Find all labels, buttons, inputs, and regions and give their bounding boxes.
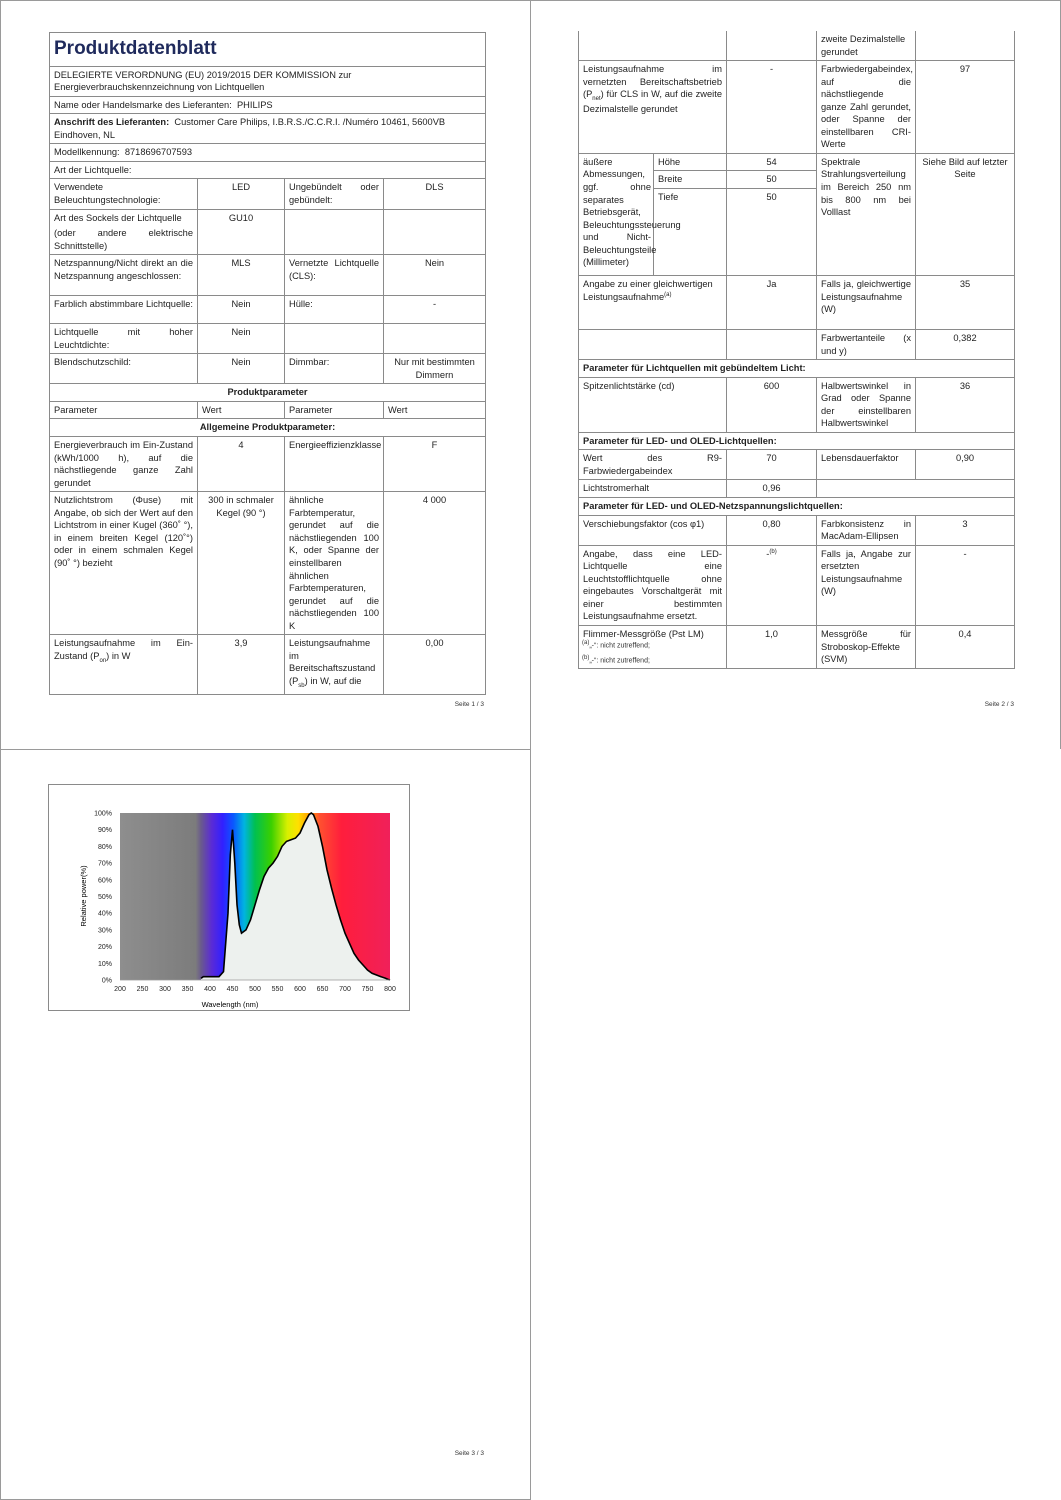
directional-params-header: Parameter für Lichtquellen mit gebündeltem Licht:	[579, 360, 1015, 378]
page-1-table-clip	[41, 21, 501, 689]
envelope-label: Hülle:	[285, 296, 384, 324]
spectral-label: Spektrale Strahlungsverteilung im Bereich 250 nm bis 800 nm bei Volllast	[817, 153, 916, 275]
supplier-name-value: PHILIPS	[236, 99, 273, 110]
x-tick-label: 550	[271, 986, 284, 993]
tech-value: LED	[198, 179, 285, 209]
y-tick-label: 70%	[97, 860, 112, 868]
power-standby-label: Leistungsaufnahme im Bereitschaftszustand $(P_{sb})$ in W, auf die	[285, 635, 384, 695]
lumen-maintenance-value: 0,96	[727, 480, 817, 498]
luminous-flux-label: Nutzlichtstrom (Φuse) mit Angabe, ob sich der Wert auf den Lichtstrom in einer Kugel (360˚ °), in einem breiten Kegel (120˚°) oder in einem schmalen Kegel (90˚ °) bezieht	[50, 492, 198, 635]
glare-label: Blendschutzschild:	[50, 354, 198, 384]
y-tick-label: 0%	[101, 977, 112, 985]
model-label: Modellkennung:	[54, 147, 120, 158]
y-tick-label: 10%	[97, 960, 112, 968]
spectral-chart-svg	[49, 785, 411, 1012]
y-tick-label: 20%	[97, 944, 112, 952]
footnote-b: $^{(b)}$„-“: nicht zutreffend;	[582, 655, 650, 665]
y-tick-label: 40%	[97, 910, 112, 918]
x-tick-label: 300	[159, 986, 171, 993]
dimmable-label: Dimmbar:	[285, 354, 384, 384]
supplier-address-value: Customer Care Philips, I.B.R.S./C.C.R.I. /Numéro 10461, 5600VB Eindhoven, NL	[54, 117, 446, 140]
x-tick-label: 650	[316, 986, 329, 993]
col-header-param-1: Parameter	[50, 401, 198, 419]
x-tick-label: 450	[226, 986, 239, 993]
general-params-header: Allgemeine Produktparameter:	[50, 419, 486, 437]
flicker-label: Flimmer-Messgröße (Pst LM)	[579, 625, 727, 668]
led-params-header: Parameter für LED- und OLED-Lichtquellen:	[579, 432, 1015, 450]
chromaticity-label: Farbwertanteile (x und y)	[817, 330, 916, 360]
dimension-name-height: Höhe	[654, 153, 727, 171]
product-table-page-1	[49, 32, 486, 695]
energy-class-label: Energieeffizienzklasse	[285, 437, 384, 492]
r9-value: 70	[727, 450, 817, 480]
survival-factor-value: 0,90	[916, 450, 1015, 480]
page-number-3: Seite 3 / 3	[454, 1450, 484, 1457]
y-tick-label: 60%	[97, 877, 112, 885]
x-tick-label: 500	[249, 986, 261, 993]
y-tick-label: 30%	[97, 927, 112, 935]
color-temperature-label: ähnliche Farbtemperatur, gerundet auf die nächstliegenden 100 K, oder Spanne der einstellbaren ähnlichen Farbtemperaturen, gerundet auf die nächstliegenden 100 K	[285, 492, 384, 635]
footnote-a: $^{(a)}$„-“: nicht zutreffend;	[582, 640, 650, 650]
y-tick-label: 90%	[97, 827, 112, 835]
page-title: Produktdatenblatt	[50, 33, 486, 67]
blank-page	[530, 749, 1061, 1500]
datasheet-page-1	[0, 0, 531, 750]
dimension-value-height: 54	[727, 153, 817, 171]
high-luminance-value: Nein	[198, 324, 285, 354]
flicker-value: 1,0	[727, 625, 817, 668]
peak-intensity-label: Spitzenlichtstärke (cd)	[579, 377, 727, 432]
energy-class-value: F	[384, 437, 486, 492]
x-tick-label: 600	[294, 986, 306, 993]
dimension-name-depth: Tiefe	[654, 189, 727, 276]
high-luminance-label: Lichtquelle mit hoher Leuchtdichte:	[50, 324, 198, 354]
x-tick-label: 200	[114, 986, 126, 993]
energy-consumption-value: 4	[198, 437, 285, 492]
y-tick-label: 100%	[94, 810, 112, 818]
equivalent-watt-value: 35	[916, 276, 1015, 330]
page-number-2: Seite 2 / 3	[984, 701, 1014, 708]
cls-label: Vernetzte Lichtquelle (CLS):	[285, 255, 384, 296]
macadam-value: 3	[916, 515, 1015, 545]
supplier-name-row	[50, 96, 486, 114]
spectral-chart	[48, 784, 410, 1011]
regulation-text: DELEGIERTE VERORDNUNG (EU) 2019/2015 DER KOMMISSION zur Energieverbrauchskennzeichnung von Lichtquellen	[50, 66, 486, 96]
dimension-value-depth: 50	[727, 189, 817, 276]
lumen-maintenance-label: Lichtstromerhalt	[579, 480, 727, 498]
survival-factor-label: Lebensdauerfaktor	[817, 450, 916, 480]
envelope-value: -	[384, 296, 486, 324]
displacement-factor-label: Verschiebungsfaktor (cos φ1)	[579, 515, 727, 545]
cri-label: Farbwiedergabeindex, auf die nächstliegende ganze Zahl gerundet, oder Spanne der einstellbaren CRI-Werte	[817, 61, 916, 154]
x-tick-label: 700	[339, 986, 351, 993]
peak-intensity-value: 600	[727, 377, 817, 432]
supplier-name-label: Name oder Handelsmarke des Lieferanten:	[54, 99, 232, 110]
macadam-label: Farbkonsistenz in MacAdam-Ellipsen	[817, 515, 916, 545]
equivalent-watt-label: Falls ja, gleichwertige Leistungsaufnahme (W)	[817, 276, 916, 330]
color-temperature-value: 4 000	[384, 492, 486, 635]
replacement-value: -$^{(b)}$	[727, 545, 817, 625]
energy-consumption-label: Energieverbrauch im Ein-Zustand (kWh/1000 h), auf die nächstliegende ganze Zahl gerundet	[50, 437, 198, 492]
col-header-param-2: Parameter	[285, 401, 384, 419]
model-row	[50, 144, 486, 162]
bundled-value: DLS	[384, 179, 486, 209]
x-tick-label: 800	[384, 986, 396, 993]
y-tick-label: 80%	[97, 843, 112, 851]
continued-text: zweite Dezimalstelle gerundet	[817, 31, 916, 61]
bundled-label: Ungebündelt oder gebündelt:	[285, 179, 384, 209]
x-tick-label: 250	[136, 986, 149, 993]
socket-sub-label: (oder andere elektrische Schnittstelle)	[54, 228, 193, 251]
chromaticity-value: 0,382	[916, 330, 1015, 360]
stroboscopic-label: Messgröße für Stroboskop-Effekte (SVM)	[817, 625, 916, 668]
col-header-value-1: Wert	[198, 401, 285, 419]
mains-led-params-header: Parameter für LED- und OLED-Netzspannungslichtquellen:	[579, 498, 1015, 516]
replacement-watt-label: Falls ja, Angabe zur ersetzten Leistungsaufnahme (W)	[817, 545, 916, 625]
socket-label: Art des Sockels der Lichtquelle	[54, 212, 182, 223]
color-tunable-label: Farblich abstimmbare Lichtquelle:	[50, 296, 198, 324]
replacement-label: Angabe, dass eine LED-Lichtquelle eine Leuchtstofflichtquelle ohne eingebautes Vorschaltgerät mit einer bestimmten Leistungsaufnahme ersetzt.	[579, 545, 727, 625]
networked-standby-label: Leistungsaufnahme im vernetzten Bereitschaftsbetrieb $(P_{net})$ für CLS in W, auf die zweite Dezimalstelle gerundet	[579, 61, 727, 154]
socket-value: GU10	[198, 209, 285, 255]
color-tunable-value: Nein	[198, 296, 285, 324]
y-tick-label: 50%	[97, 894, 112, 901]
mains-label: Netzspannung/Nicht direkt an die Netzspannung angeschlossen:	[50, 255, 198, 296]
cls-value: Nein	[384, 255, 486, 296]
dimensions-label: äußere Abmessungen, ggf. ohne separates Betriebsgerät, Beleuchtungssteuerung und Nicht-Beleuchtungsteile (Millimeter)	[579, 153, 654, 275]
product-params-header: Produktparameter	[50, 384, 486, 402]
beam-angle-label: Halbwertswinkel in Grad oder Spanne der einstellbaren Halbwertswinkel	[817, 377, 916, 432]
y-axis-label: Relative power(%)	[79, 865, 88, 927]
model-value: 8718696707593	[124, 147, 193, 158]
dimension-name-width: Breite	[654, 171, 727, 189]
equivalent-power-label: Angabe zu einer gleichwertigen Leistungsaufnahme$^{(a)}$	[579, 276, 727, 330]
beam-angle-value: 36	[916, 377, 1015, 432]
light-source-type-header: Art der Lichtquelle:	[50, 161, 486, 179]
dimmable-value: Nur mit bestimmten Dimmern	[384, 354, 486, 384]
luminous-flux-value: 300 in schmaler Kegel (90 °)	[198, 492, 285, 635]
mains-value: MLS	[198, 255, 285, 296]
supplier-address-label: Anschrift des Lieferanten:	[54, 117, 170, 128]
glare-value: Nein	[198, 354, 285, 384]
power-standby-value: 0,00	[384, 635, 486, 695]
displacement-factor-value: 0,80	[727, 515, 817, 545]
x-axis-label: Wavelength (nm)	[201, 1000, 259, 1009]
networked-standby-value: -	[727, 61, 817, 154]
cri-value: 97	[916, 61, 1015, 154]
socket-cell	[50, 209, 198, 255]
tech-label: Verwendete Beleuchtungstechnologie:	[50, 179, 198, 209]
power-on-label: Leistungsaufnahme im Ein-Zustand $(P_{on})$ in W	[50, 635, 198, 695]
spectral-value: Siehe Bild auf letzter Seite	[916, 153, 1015, 275]
col-header-value-2: Wert	[384, 401, 486, 419]
x-tick-label: 400	[204, 986, 216, 993]
dimension-value-width: 50	[727, 171, 817, 189]
replacement-watt-value: -	[916, 545, 1015, 625]
supplier-address-row	[50, 114, 486, 144]
power-on-value: 3,9	[198, 635, 285, 695]
x-tick-label: 750	[361, 986, 374, 993]
x-tick-label: 350	[181, 986, 194, 993]
r9-label: Wert des R9-Farbwiedergabeindex	[579, 450, 727, 480]
equivalent-power-value: Ja	[727, 276, 817, 330]
stroboscopic-value: 0,4	[916, 625, 1015, 668]
product-table-page-2	[578, 31, 1015, 669]
page-number-1: Seite 1 / 3	[454, 701, 484, 708]
